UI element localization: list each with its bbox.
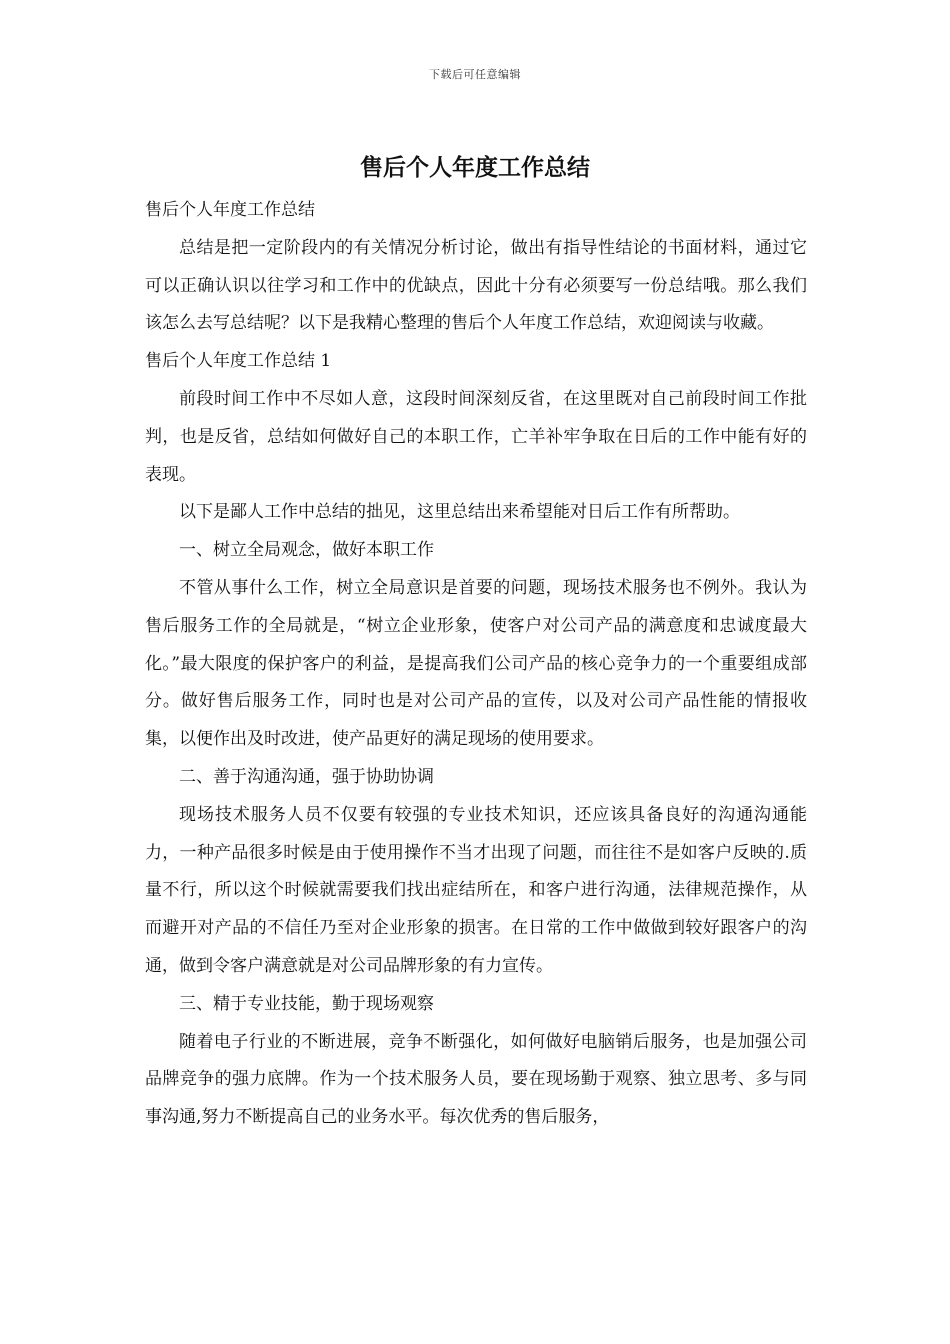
body-paragraph: 不管从事什么工作，树立全局意识是首要的问题，现场技术服务也不例外。我认为售后服务工作的全局就是，“树立企业形象，使客户对公司产品的满意度和忠诚度最大化。”最大限度的保护客户的利益，是提高我们公司产品的核心竞争力的一个重要组成部分。做好售后服务工作，同时也是对公司产品的宣传，以及对公司产品性能的情报收集，以便作出及时改进，使产品更好的满足现场的使用要求。 — [145, 577, 807, 750]
point-heading-2: 二、善于沟通沟通，强于协助协调 — [179, 766, 434, 787]
document-title: 售后个人年度工作总结 — [360, 154, 590, 181]
section-heading: 售后个人年度工作总结 1 — [145, 351, 332, 372]
document-body — [145, 192, 807, 1137]
intro-paragraph: 总结是把一定阶段内的有关情况分析讨论，做出有指导性结论的书面材料，通过它可以正确认识以往学习和工作中的优缺点，因此十分有必须要写一份总结哦。那么我们该怎么去写总结呢？以下是我精心整理的售后个人年度工作总结，欢迎阅读与收藏。 — [145, 237, 807, 334]
body-paragraph: 随着电子行业的不断进展，竞争不断强化，如何做好电脑销后服务，也是加强公司品牌竞争的强力底牌。作为一个技术服务人员，要在现场勤于观察、独立思考、多与同事沟通,努力不断提高自己的业务水平。每次优秀的售后服务， — [145, 1031, 807, 1128]
header-note: 下载后可任意编辑 — [429, 68, 521, 81]
body-paragraph: 现场技术服务人员不仅要有较强的专业技术知识，还应该具备良好的沟通沟通能力，一种产品很多时候是由于使用操作不当才出现了问题，而往往不是如客户反映的.质量不行，所以这个时候就需要我们找出症结所在，和客户进行沟通，法律规范操作，从而避开对产品的不信任乃至对企业形象的损害。在日常的工作中做做到较好跟客户的沟通，做到令客户满意就是对公司品牌形象的有力宣传。 — [145, 804, 807, 976]
subtitle-line: 售后个人年度工作总结 — [145, 200, 315, 220]
point-heading-3: 三、精于专业技能，勤于现场观察 — [179, 993, 434, 1014]
point-heading-1: 一、树立全局观念，做好本职工作 — [179, 540, 434, 561]
body-paragraph: 以下是鄙人工作中总结的拙见，这里总结出来希望能对日后工作有所帮助。 — [179, 502, 740, 523]
body-paragraph: 前段时间工作中不尽如人意，这段时间深刻反省，在这里既对自己前段时间工作批判，也是反省，总结如何做好自己的本职工作，亡羊补牢争取在日后的工作中能有好的表现。 — [145, 388, 807, 485]
